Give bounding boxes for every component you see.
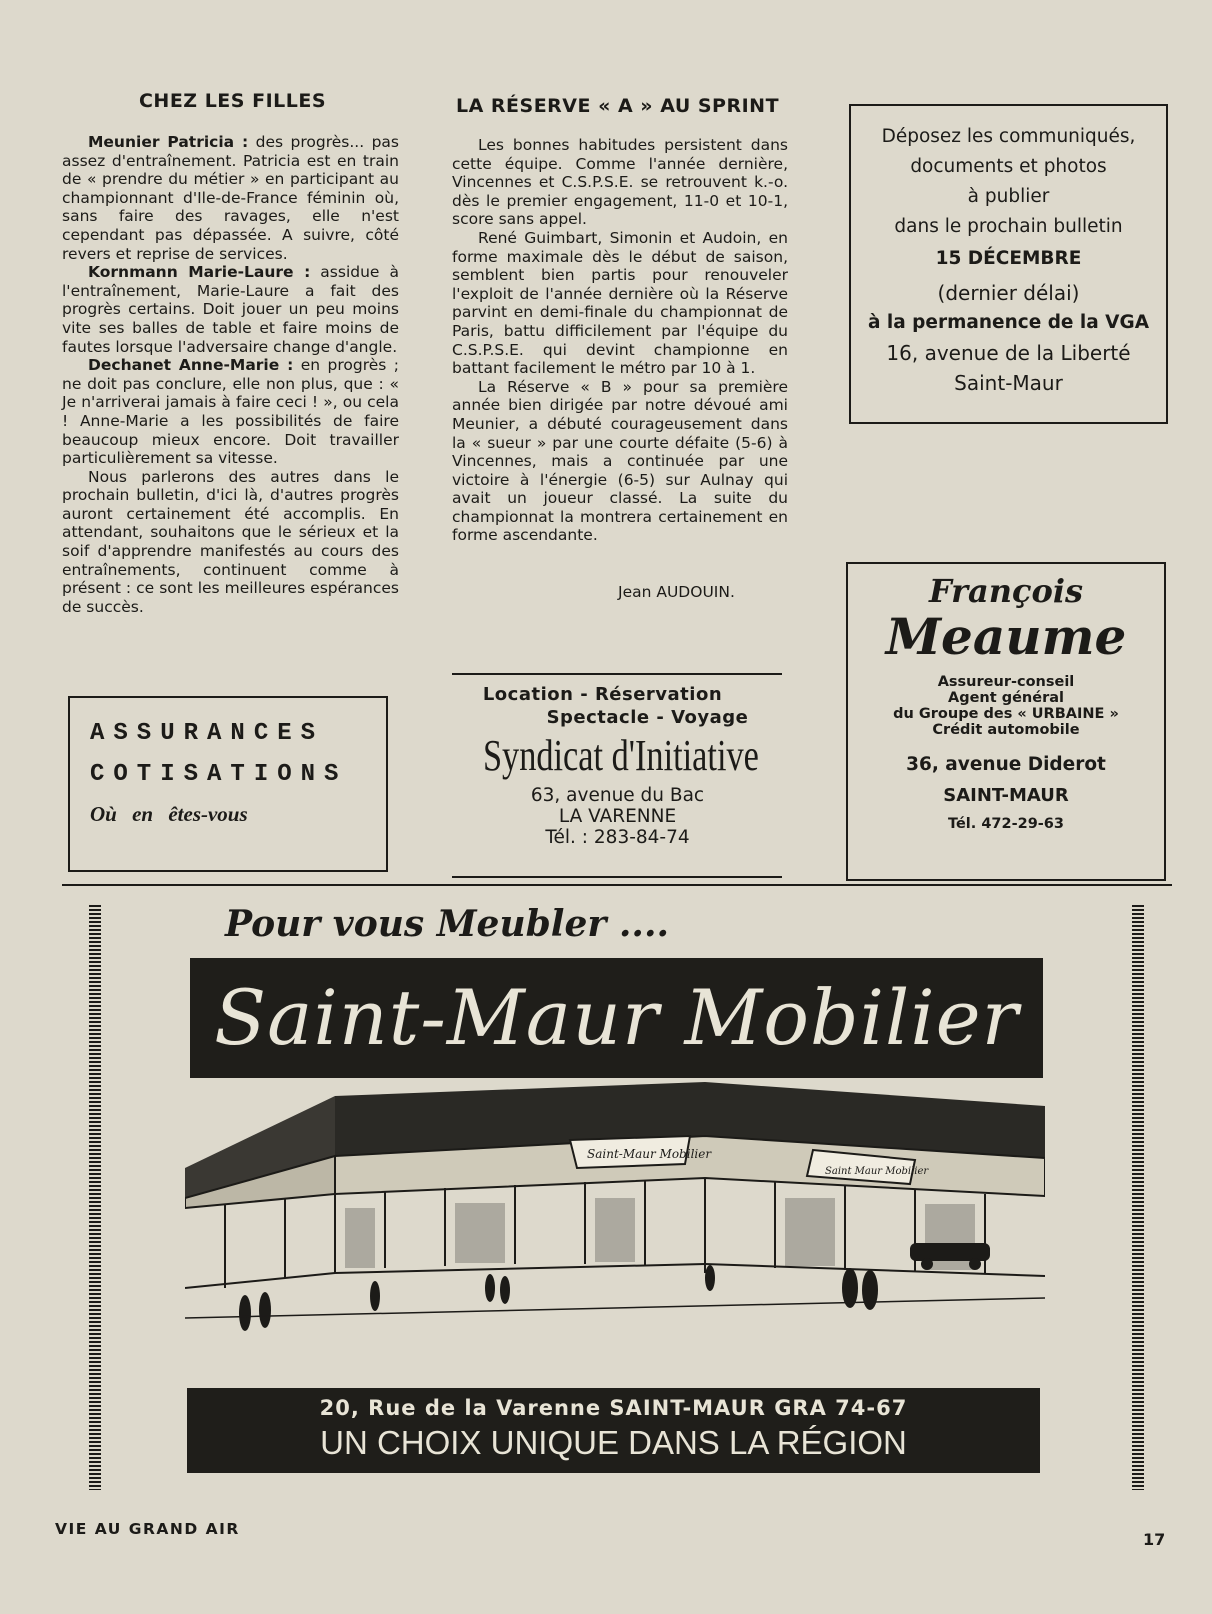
notice-line2: documents et photos <box>910 156 1107 177</box>
notice-box <box>849 104 1168 424</box>
syndicat-top-rule <box>452 673 782 675</box>
col2-p3: La Réserve « B » pour sa première année bien dirigée par notre dévoué ami Meunier, a débuté courageusement dans la « sueur » par une courte défaite (5-6) à Vincennes, mais a continuée par une victoire à l'énergie (6-5) sur Aulnay qui avait un joueur classé. La suite du championnat la montrera certainement en forme ascendante. <box>452 377 788 545</box>
syndicat-tel: Tél. : 283-84-74 <box>545 827 690 848</box>
syndicat-services1: Location - Réservation <box>482 684 723 705</box>
p1-text: des progrès... pas assez d'entraînement. Patricia est en train de « prendre du métier » en participant au championnant d'Ile-de-France féminin où, sans faire des ravages, elle n'est cependant pas dépassée. A suivre, côté revers et reprise de services. <box>62 133 399 263</box>
p4-text: Nous parlerons des autres dans le prochain bulletin, d'ici là, d'autres progrès auront certainement été accomplis. En attendant, souhaitons que le sérieux et la soif d'apprendre manifestés au cours des entraînements, continuent comme à présent : ce sont les meilleures espérances de succès. <box>62 467 399 616</box>
assurances-line2: COTISATIONS <box>90 761 348 788</box>
footer-title: VIE AU GRAND AIR <box>55 1520 240 1538</box>
p2-name: Kornmann Marie-Laure : <box>88 263 311 282</box>
meaume-city: SAINT-MAUR <box>943 785 1069 806</box>
mobilier-address-banner <box>187 1388 1040 1473</box>
mobilier-tagline: Pour vous Meubler .... <box>225 903 670 945</box>
col2-article <box>452 136 788 545</box>
meaume-l1: Assureur-conseil <box>937 674 1075 690</box>
col1-heading: CHEZ LES FILLES <box>138 90 327 112</box>
notice-date: 15 DÉCEMBRE <box>935 248 1082 269</box>
meaume-box <box>846 562 1166 881</box>
syndicat-ad <box>445 684 790 848</box>
meaume-first: François <box>928 572 1083 610</box>
col2-p2: René Guimbart, Simonin et Audoin, en forme maximale dès le début de saison, semblent bien partis pour renouveler l'exploit de l'année dernière où la Réserve parvint en demi-finale du championnat de Paris, battu difficilement par l'équipe du C.S.P.S.E. qui devint championne en battant facilement le métro par 10 à 1. <box>452 228 788 378</box>
col2-heading: LA RÉSERVE « A » AU SPRINT <box>455 95 780 117</box>
left-stripe-border <box>89 905 101 1490</box>
col1-article <box>62 133 399 616</box>
signature: Jean AUDOUIN. <box>618 583 735 601</box>
meaume-l3: du Groupe des « URBAINE » <box>893 706 1119 722</box>
notice-place: à la permanence de la VGA <box>867 312 1150 333</box>
notice-line3: à publier <box>967 186 1050 207</box>
mobilier-address: 20, Rue de la Varenne SAINT-MAUR GRA 74-67 <box>319 1396 908 1420</box>
p3-name: Dechanet Anne-Marie : <box>88 356 294 375</box>
syndicat-name: Syndicat d'Initiative <box>482 731 759 780</box>
page-separator <box>62 884 1172 886</box>
p1-name: Meunier Patricia : <box>88 133 249 151</box>
meaume-tel: Tél. 472-29-63 <box>948 816 1064 832</box>
sidewalk-edge <box>185 1298 1045 1318</box>
store-interior-shading <box>345 1198 975 1270</box>
meaume-l4: Crédit automobile <box>932 722 1080 738</box>
store-sign-text-1: Saint-Maur Mobilier <box>587 1147 712 1161</box>
notice-line1: Déposez les communiqués, <box>881 126 1136 147</box>
assurances-line1: ASSURANCES <box>90 720 325 747</box>
col2-p1: Les bonnes habitudes persistent dans cette équipe. Comme l'année dernière, Vincennes et C.S.P.S.E. se retrouvent k.-o. dès le premier engagement, 11-0 et 10-1, score sans appel. <box>452 136 788 229</box>
mobilier-brand-banner <box>190 958 1043 1078</box>
page-number: 17 <box>1143 1530 1166 1549</box>
store-illustration <box>185 1078 1045 1378</box>
mobilier-brand: Saint-Maur Mobilier <box>214 973 1019 1062</box>
assurances-line3: Où en êtes-vous <box>90 802 248 826</box>
store-sign-text-2: Saint Maur Mobilier <box>825 1166 929 1177</box>
p3-text: en progrès ; ne doit pas conclure, elle non plus, que : « Je n'arriverai jamais à faire ceci ! », ou cela ! Anne-Marie a les possibilités de faire beaucoup mieux encore. Doit travailler particulièrement sa vitesse. <box>62 356 399 468</box>
notice-deadline: (dernier délai) <box>937 281 1080 305</box>
syndicat-city: LA VARENNE <box>558 806 677 827</box>
syndicat-address: 63, avenue du Bac <box>530 785 705 806</box>
syndicat-bottom-rule <box>452 876 782 878</box>
assurances-box <box>68 696 388 872</box>
notice-line4: dans le prochain bulletin <box>894 216 1123 237</box>
pedestrians <box>239 1265 878 1331</box>
right-stripe-border <box>1132 905 1144 1490</box>
mobilier-slogan: UN CHOIX UNIQUE DANS LA RÉGION <box>320 1424 907 1461</box>
meaume-last: Meaume <box>885 607 1127 666</box>
meaume-l2: Agent général <box>947 690 1064 706</box>
syndicat-services2: Spectacle - Voyage <box>546 707 749 728</box>
notice-address: 16, avenue de la Liberté <box>886 341 1131 365</box>
meaume-address: 36, avenue Diderot <box>906 754 1106 775</box>
notice-city: Saint-Maur <box>954 371 1063 395</box>
p2-text: assidue à l'entraînement, Marie-Laure a fait des progrès certains. Doit jouer un peu moins vite ses balles de table et faire moins de fautes lorsque l'adversaire change d'angle. <box>62 263 399 356</box>
